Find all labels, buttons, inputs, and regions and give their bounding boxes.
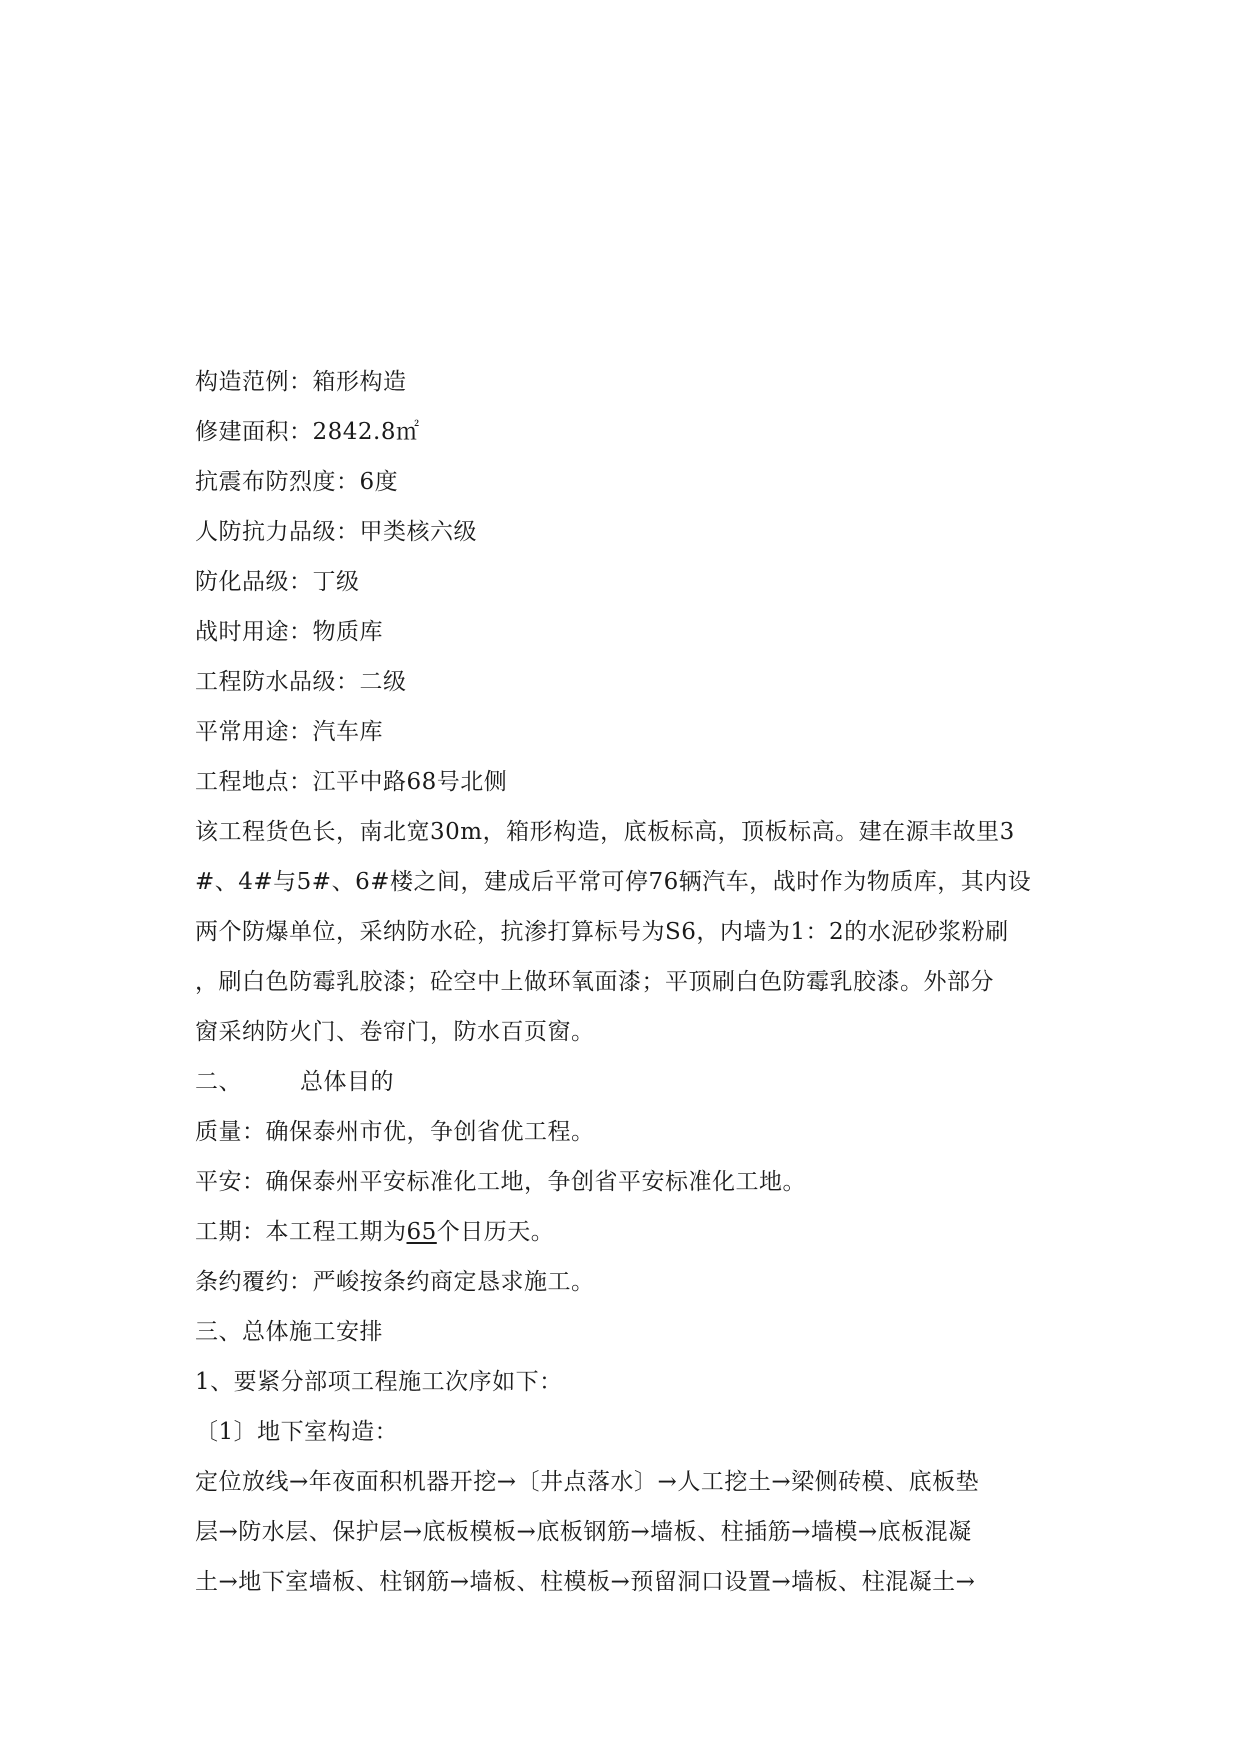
building-area-line: 修建面积：2842.8㎡: [195, 419, 420, 445]
section-heading-overall-goals: [195, 1057, 1057, 1107]
chemical-defense-grade-line: 防化品级：丁级: [195, 569, 360, 595]
schedule-days: 65: [406, 1219, 437, 1245]
schedule-suffix: 个日历天。: [436, 1219, 555, 1245]
safety-goal-line: 平安：确保泰州平安标准化工地，争创省平安标准化工地。: [195, 1169, 806, 1195]
sequence-line: 层→防水层、保护层→底板模板→底板钢筋→墙板、柱插筋→墙模→底板混凝: [195, 1519, 972, 1545]
description-line: ，刷白色防霉乳胶漆；砼空中上做环氧面漆；平顶刷白色防霉乳胶漆。外部分: [195, 969, 994, 995]
section-number: 二、: [195, 1069, 242, 1095]
structure-type-line: 构造范例：箱形构造: [195, 369, 407, 395]
wartime-use-line: 战时用途：物质库: [195, 619, 383, 645]
document-body: [195, 357, 1057, 1607]
construction-sequence-paragraph: [195, 1457, 1057, 1607]
section-title: 总体目的: [300, 1069, 394, 1095]
quality-goal-line: 质量：确保泰州市优，争创省优工程。: [195, 1119, 595, 1145]
peacetime-use-line: 平常用途：汽车库: [195, 719, 383, 745]
waterproof-grade-line: 工程防水品级：二级: [195, 669, 407, 695]
description-line: #、4#与5#、6#楼之间，建成后平常可停76辆汽车，战时作为物质库，其内设: [195, 869, 1032, 895]
sequence-line: 定位放线→年夜面积机器开挖→〔井点落水〕→人工挖土→梁侧砖模、底板垫: [195, 1469, 980, 1495]
description-line: 该工程货色长，南北宽30m，箱形构造，底板标高，顶板标高。建在源丰故里3: [195, 819, 1015, 845]
item-construction-sequence: 1、要紧分部项工程施工次序如下：: [195, 1369, 563, 1395]
schedule-goal-line: [195, 1207, 1057, 1257]
description-line: 两个防爆单位，采纳防水砼，抗渗打算标号为S6，内墙为1：2的水泥砂浆粉刷: [195, 919, 1009, 945]
section-heading-construction-arrangement: 三、总体施工安排: [195, 1319, 383, 1345]
description-line: 窗采纳防火门、卷帘门，防水百页窗。: [195, 1019, 595, 1045]
civil-defense-grade-line: 人防抗力品级：甲类核六级: [195, 519, 477, 545]
project-location-line: 工程地点：江平中路68号北侧: [195, 769, 508, 795]
contract-goal-line: 条约覆约：严峻按条约商定恳求施工。: [195, 1269, 595, 1295]
sequence-line: 土→地下室墙板、柱钢筋→墙板、柱模板→预留洞口设置→墙板、柱混凝土→: [195, 1569, 976, 1595]
schedule-prefix: 工期：本工程工期为: [195, 1219, 407, 1245]
seismic-intensity-line: 抗震布防烈度：6度: [195, 469, 399, 495]
subitem-basement-structure: 〔1〕地下室构造：: [195, 1419, 399, 1445]
project-description-paragraph: [195, 807, 1057, 1057]
